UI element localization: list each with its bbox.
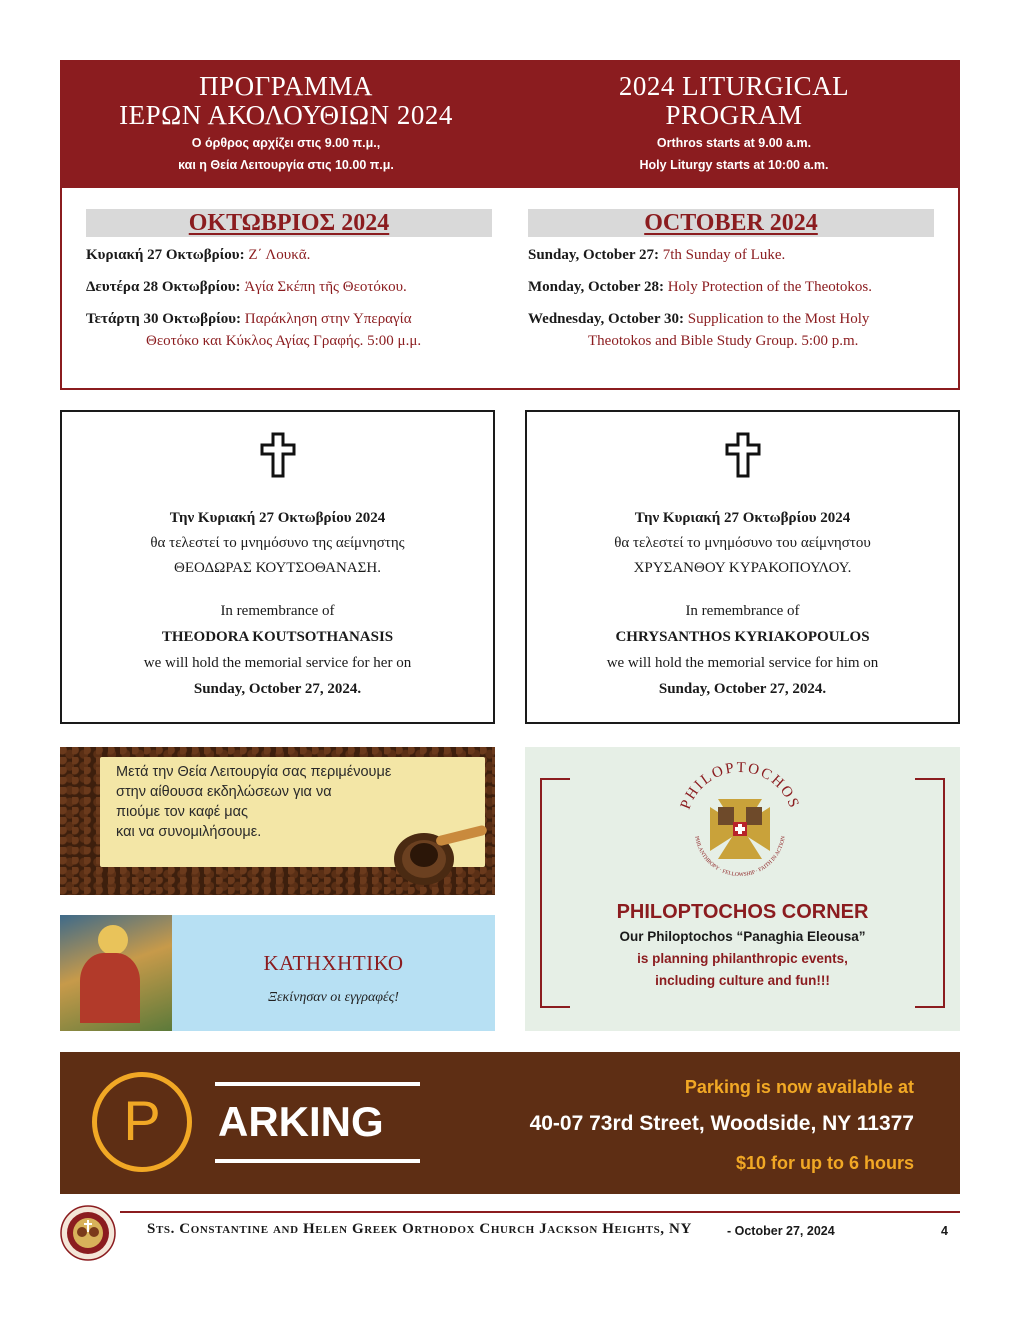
event-description: Παράκληση στην Υπεραγία (244, 311, 412, 327)
memorial-english-text (62, 598, 493, 702)
memorial-english-line: we will hold the memorial service for her on (143, 655, 412, 671)
memorial-greek-text (62, 506, 493, 581)
catechism-title: ΚΑΤΗΧΗΤΙΚΟ (263, 951, 404, 975)
memorial-greek-name: ΧΡΥΣΑΝΘΟΥ ΚΥΡΑΚΟΠΟΥΛΟΥ. (633, 560, 852, 576)
event-description-continued: Theotokos and Bible Study Group. 5:00 p.m. (588, 333, 859, 349)
event-item (86, 308, 506, 352)
svg-text:PHILOPTOCHOS: PHILOPTOCHOS (677, 759, 803, 812)
philoptochos-logo-icon (665, 757, 815, 889)
coffee-hour-banner (60, 747, 495, 895)
catechism-banner (60, 915, 495, 1031)
english-month-heading: OCTOBER 2024 (528, 209, 934, 237)
cross-icon (724, 432, 762, 478)
footer-date: - October 27, 2024 (727, 1224, 835, 1238)
parking-p-icon: P (92, 1072, 192, 1172)
memorial-greek-line: θα τελεστεί το μνημόσυνο του αείμνηστου (614, 535, 871, 551)
event-item (528, 244, 948, 266)
event-day: Sunday, October 27: (528, 247, 659, 263)
event-description: Holy Protection of the Theotokos. (667, 279, 872, 295)
parking-banner (60, 1052, 960, 1194)
greek-program-title-line2: ΙΕΡΩΝ ΑΚΟΛΟΥΘΙΩΝ 2024 (119, 100, 453, 130)
philoptochos-line: Our Philoptochos “Panaghia Eleousa” (619, 929, 866, 944)
greek-orthros-time: Ο όρθρος αρχίζει στις 9.00 π.μ., (191, 136, 381, 150)
coffee-text-line: πιούμε τον καφέ μας (116, 804, 249, 820)
event-day: Wednesday, October 30: (528, 311, 684, 327)
english-program-title-line1: 2024 LITURGICAL (618, 71, 850, 101)
program-header (62, 62, 958, 188)
greek-events-list (86, 244, 506, 362)
parking-word: ARKING (218, 1098, 384, 1145)
event-description: Supplication to the Most Holy (687, 311, 870, 327)
memorial-english-date: Sunday, October 27, 2024. (193, 681, 362, 697)
event-item (528, 276, 948, 298)
parking-address: 40-07 73rd Street, Woodside, NY 11377 (529, 1112, 914, 1135)
memorial-greek-text (527, 506, 958, 581)
memorial-notice-theodora (60, 410, 495, 724)
memorial-english-intro: In remembrance of (220, 603, 335, 619)
philoptochos-title: PHILOPTOCHOS CORNER (616, 901, 869, 923)
page-number: 4 (941, 1224, 948, 1238)
memorial-english-text (527, 598, 958, 702)
footer-rule (120, 1211, 960, 1213)
christ-with-children-icon (60, 915, 172, 1031)
cross-icon (259, 432, 297, 478)
event-day: Κυριακή 27 Οκτωβρίου: (86, 247, 245, 263)
greek-liturgy-time: και η Θεία Λειτουργία στις 10.00 π.μ. (178, 158, 394, 172)
memorial-english-name: THEODORA KOUTSOTHANASIS (161, 629, 394, 645)
event-day: Monday, October 28: (528, 279, 664, 295)
event-description: Ζ΄ Λουκᾶ. (248, 247, 311, 263)
event-day: Δευτέρα 28 Οκτωβρίου: (86, 279, 241, 295)
event-item (528, 308, 948, 352)
catechism-subtitle: Ξεκίνησαν οι εγγραφές! (268, 990, 399, 1005)
footer-church-name: Sts. Constantine and Helen Greek Orthodox Church Jackson Heights, NY (147, 1221, 692, 1237)
event-description: Ἁγία Σκέπη τῆς Θεοτόκου. (244, 279, 407, 295)
english-orthros-time: Orthros starts at 9.00 a.m. (656, 136, 812, 150)
coffee-text-line: Μετά την Θεία Λειτουργία σας περιμένουμε (116, 764, 392, 780)
memorial-english-line: we will hold the memorial service for him on (606, 655, 879, 671)
event-day: Τετάρτη 30 Οκτωβρίου: (86, 311, 242, 327)
event-item (86, 244, 506, 266)
parking-rule-bottom (215, 1159, 420, 1163)
memorial-notice-chrysanthos (525, 410, 960, 724)
memorial-greek-line: θα τελεστεί το μνημόσυνο της αείμνηστης (150, 535, 405, 551)
event-description-continued: Θεοτόκο και Κύκλος Αγίας Γραφής. 5:00 μ.μ. (146, 333, 422, 349)
memorial-english-intro: In remembrance of (685, 603, 800, 619)
coffee-text-line: και να συνομιλήσουμε. (116, 824, 262, 840)
greek-program-header (62, 72, 510, 176)
memorial-greek-name: ΘΕΟΔΩΡΑΣ ΚΟΥΤΣΟΘΑΝΑΣΗ. (174, 560, 381, 576)
parking-availability: Parking is now available at (684, 1077, 914, 1097)
english-program-title-line2: PROGRAM (665, 100, 803, 130)
parking-rule-top (215, 1082, 420, 1086)
philoptochos-corner (525, 747, 960, 1031)
coffee-pot-icon (390, 819, 490, 889)
memorial-greek-date: Την Κυριακή 27 Οκτωβρίου 2024 (634, 510, 851, 526)
philoptochos-line: including culture and fun!!! (655, 973, 830, 988)
parking-price: $10 for up to 6 hours (735, 1153, 914, 1173)
event-item (86, 276, 506, 298)
philoptochos-line: is planning philanthropic events, (637, 951, 848, 966)
greek-program-title-line1: ΠΡΟΓΡΑΜΜΑ (199, 71, 373, 101)
memorial-greek-date: Την Κυριακή 27 Οκτωβρίου 2024 (169, 510, 386, 526)
english-program-header (510, 72, 958, 176)
memorial-english-date: Sunday, October 27, 2024. (658, 681, 827, 697)
coffee-text-line: στην αίθουσα εκδηλώσεων για να (116, 784, 332, 800)
greek-month-heading: ΟΚΤΩΒΡΙΟΣ 2024 (86, 209, 492, 237)
english-liturgy-time: Holy Liturgy starts at 10:00 a.m. (639, 158, 829, 172)
church-seal-icon (60, 1205, 116, 1261)
event-description: 7th Sunday of Luke. (662, 247, 786, 263)
english-events-list (528, 244, 948, 362)
liturgical-program (60, 60, 960, 390)
memorial-english-name: CHRYSANTHOS KYRIAKOPOULOS (615, 629, 870, 645)
svg-text:PHILANTHROPY · FELLOWSHIP · FA: PHILANTHROPY · FELLOWSHIP · FAITH IN ACTION (693, 835, 787, 879)
